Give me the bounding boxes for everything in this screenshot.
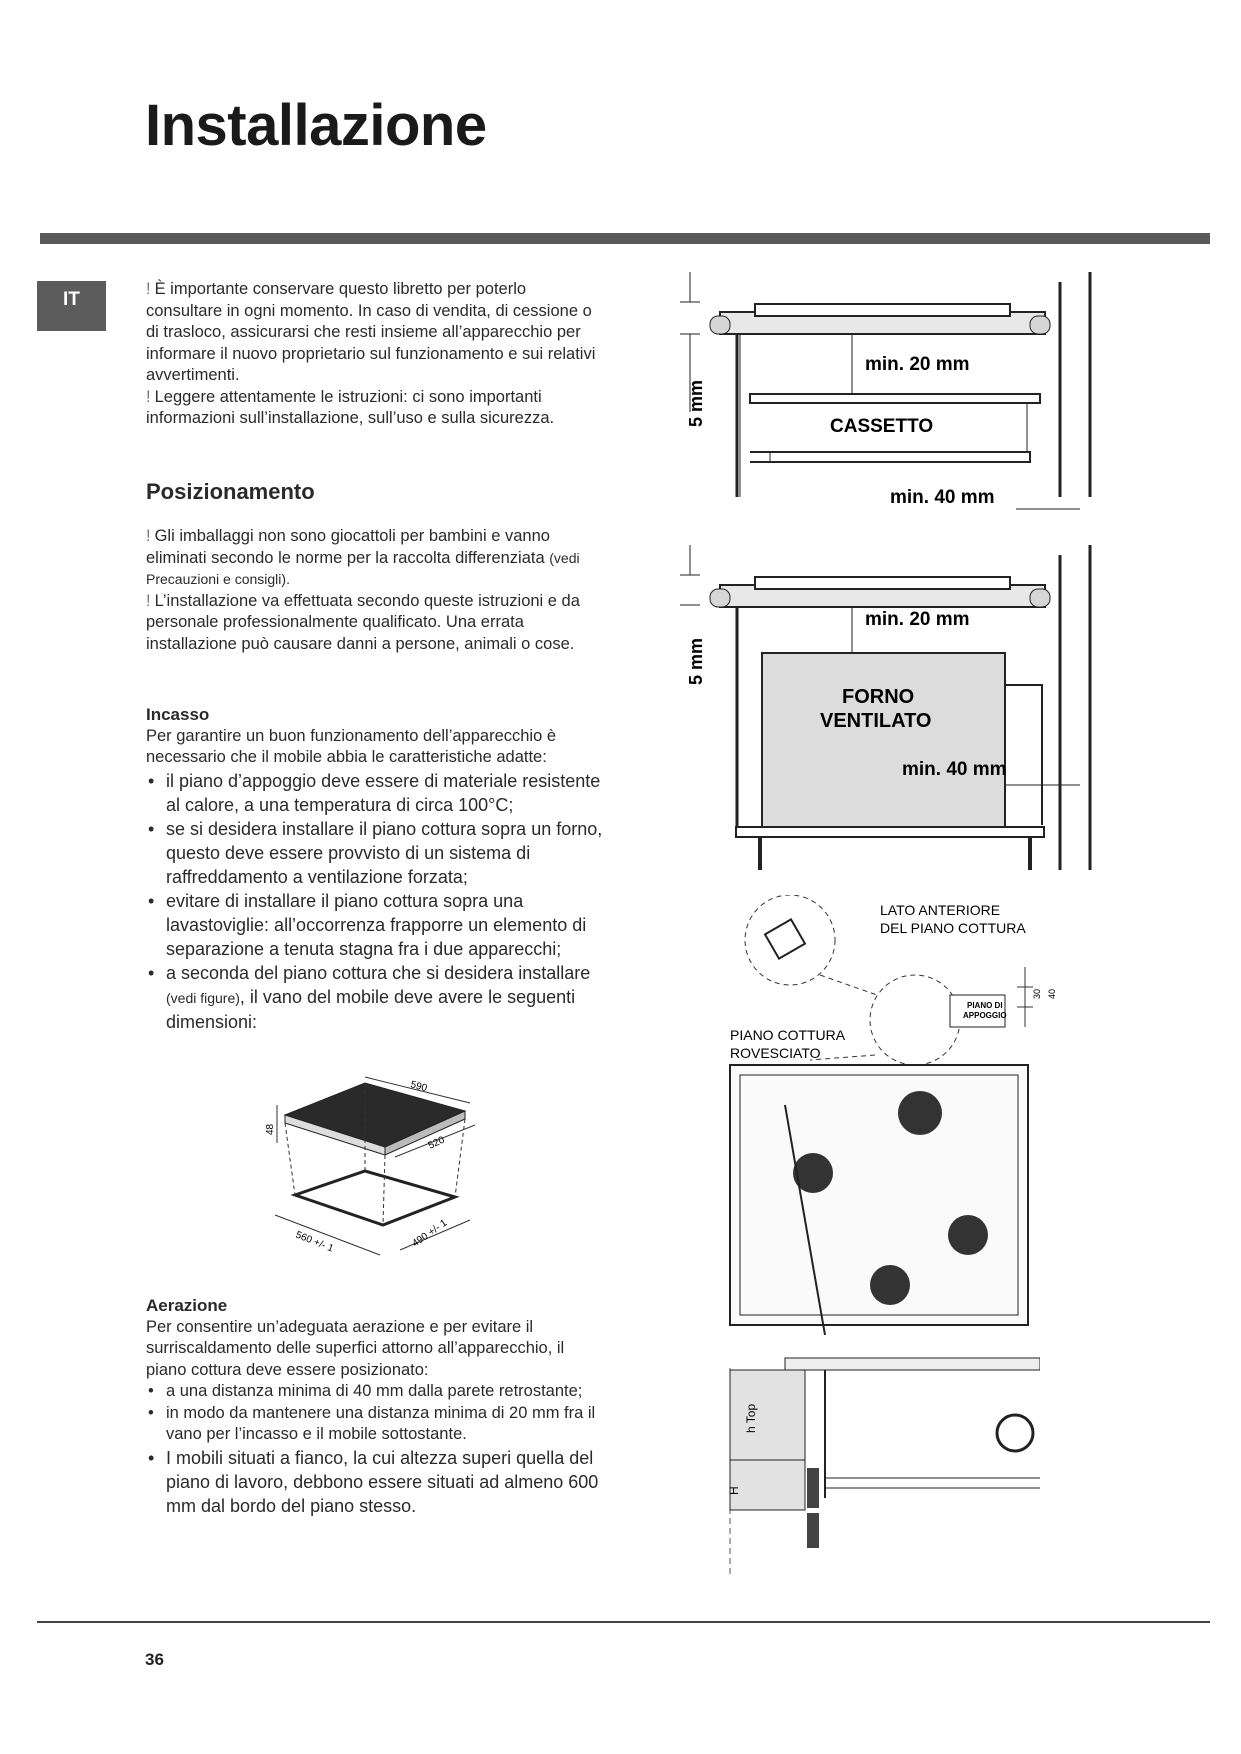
h-top-label: h Top — [744, 1403, 758, 1433]
side-section-diagram — [725, 1348, 1040, 1583]
dim-cut-width: 560 +/- 1 — [293, 1229, 335, 1255]
aerazione-intro: Per consentire un’adeguata aerazione e per evitare il surriscaldamento delle superfici attorno all’apparecchio, il piano cottura deve essere posizionato: — [146, 1317, 565, 1379]
hob-dimensions-diagram — [265, 1075, 515, 1265]
aerazione-list — [146, 1381, 606, 1518]
packaging-warning: ! Gli imballaggi non sono giocattoli per bambini e vanno eliminati secondo le norme per la raccolta differenziata (vedi Precauzioni e consigli). — [146, 527, 580, 587]
incasso-list — [146, 769, 606, 1034]
incasso-block — [146, 704, 606, 1034]
mounting-clip-diagram — [725, 895, 1075, 1340]
intro-warning-2: ! Leggere attentamente le istruzioni: ci sono importanti informazioni sull’installazione, sull’uso e sulla sicurezza. — [146, 387, 555, 427]
rear-gap-label: min. 40 mm — [902, 759, 1007, 780]
page-title: Installazione — [145, 93, 487, 158]
subheading-incasso: Incasso — [146, 705, 210, 724]
drawer-separator — [750, 394, 1040, 403]
dim-height: 48 — [265, 1123, 276, 1135]
front-side-label-2: DEL PIANO COTTURA — [880, 920, 1026, 936]
list-item: • a seconda del piano cottura che si desidera installare (vedi figure), il vano del mobile deve avere le seguenti dimensioni: — [146, 961, 606, 1034]
inverted-hob-label-1: PIANO COTTURA — [730, 1027, 846, 1043]
top-gap-label: min. 20 mm — [865, 354, 970, 375]
installer-warning: ! L’installazione va effettuata secondo queste istruzioni e da personale professionalmente qualificato. Una errata installazione può causare danni a persone, animali o cose. — [146, 591, 580, 653]
footer-rule — [37, 1621, 1210, 1623]
intro-warning-1: ! È importante conservare questo libretto per poterlo consultare in ogni momento. In caso di vendita, di cessione o di trasloco, assicurarsi che resti insieme all’apparecchio per informare il nuovo proprietario sul funzionamento e sui relativi avvertimenti. — [146, 280, 596, 384]
list-item: • se si desidera installare il piano cottura sopra un forno, questo deve essere provvisto di un sistema di raffreddamento a ventilazione forzata; — [146, 817, 606, 889]
oven-label-line2: VENTILATO — [820, 710, 932, 732]
section-heading-posizionamento: Posizionamento — [146, 479, 315, 504]
list-item: • il piano d’appoggio deve essere di materiale resistente al calore, a una temperatura di circa 100°C; — [146, 769, 606, 817]
front-side-label-1: LATO ANTERIORE — [880, 902, 1001, 918]
cutout-outline — [295, 1171, 455, 1225]
gap-5mm: 5 mm — [686, 379, 706, 427]
subheading-aerazione: Aerazione — [146, 1296, 228, 1315]
oven-box — [762, 653, 1005, 828]
dim-30: 30 — [1032, 988, 1042, 999]
support-label-2: APPOGGIO — [963, 1011, 1007, 1020]
posizionamento-block — [146, 526, 606, 655]
rear-gap-label: min. 40 mm — [890, 487, 995, 508]
gap-5mm: 5 mm — [686, 637, 706, 685]
intro-block — [146, 279, 606, 430]
dim-depth: 520 — [426, 1134, 447, 1152]
page-number: 36 — [145, 1650, 164, 1669]
inverted-hob-label-2: ROVESCIATO — [730, 1045, 821, 1061]
h-label: H — [727, 1486, 741, 1495]
dim-40: 40 — [1047, 988, 1057, 999]
drawer-label: CASSETTO — [830, 416, 934, 437]
aerazione-block — [146, 1295, 606, 1518]
oven-clearance-diagram — [680, 545, 1120, 875]
header-rule — [40, 233, 1210, 244]
list-item: • I mobili situati a fianco, la cui altezza superi quella del piano di lavoro, debbono essere situati ad almeno 600 mm dal bordo del piano stesso. — [146, 1446, 606, 1518]
drawer-clearance-diagram — [680, 272, 1120, 527]
list-item: • in modo da mantenere una distanza minima di 20 mm fra il vano per l’incasso e il mobile sottostante. — [146, 1403, 606, 1446]
dim-width: 590 — [409, 1079, 429, 1095]
language-tab: IT — [37, 281, 106, 331]
list-item: • evitare di installare il piano cottura sopra una lavastoviglie: all’occorrenza frapporre un elemento di separazione a tenuta stagna fra i due apparecchi; — [146, 889, 606, 961]
incasso-intro: Per garantire un buon funzionamento dell’apparecchio è necessario che il mobile abbia le caratteristiche adatte: — [146, 726, 557, 766]
oven-label-line1: FORNO — [842, 686, 915, 708]
support-label-1: PIANO DI — [967, 1001, 1003, 1010]
list-item: • a una distanza minima di 40 mm dalla parete retrostante; — [146, 1381, 606, 1403]
dim-cut-depth: 490 +/- 1 — [410, 1217, 450, 1250]
top-gap-label: min. 20 mm — [865, 609, 970, 630]
